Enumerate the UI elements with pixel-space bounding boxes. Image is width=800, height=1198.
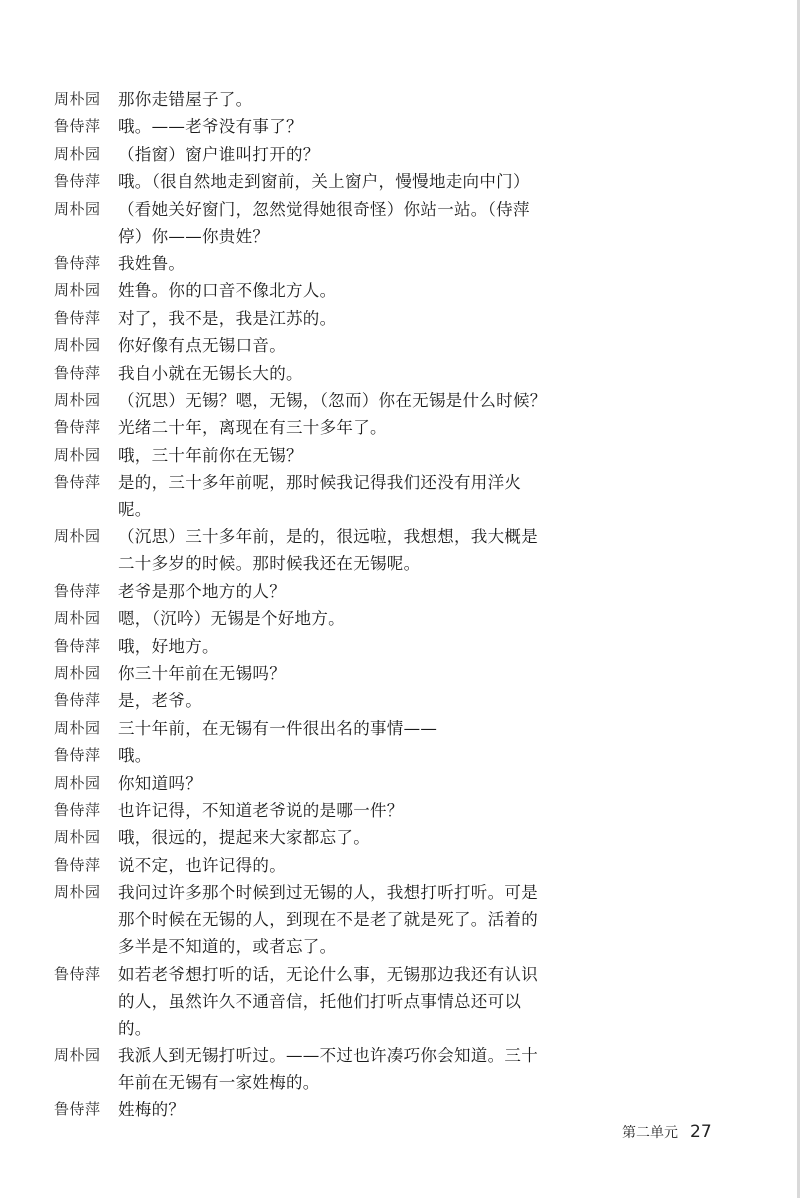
dialogue-line bbox=[54, 387, 554, 414]
speaker-name: 鲁侍萍 bbox=[54, 418, 101, 437]
speaker-name: 鲁侍萍 bbox=[54, 117, 101, 136]
dialogue-line bbox=[54, 277, 554, 304]
speaker-name: 周朴园 bbox=[54, 883, 101, 902]
speaker-name: 鲁侍萍 bbox=[54, 253, 101, 272]
dialogue-line bbox=[54, 360, 554, 387]
dialogue-line bbox=[54, 770, 554, 797]
speaker-name: 鲁侍萍 bbox=[54, 172, 101, 191]
speaker-name: 鲁侍萍 bbox=[54, 964, 101, 983]
speech-text: 是，老爷。 bbox=[118, 691, 202, 711]
dialogue-line bbox=[54, 578, 554, 605]
speaker-name: 周朴园 bbox=[54, 144, 101, 163]
speech-text: 说不定，也许记得的。 bbox=[118, 855, 286, 875]
speech-text: 哦，很远的，提起来大家都忘了。 bbox=[118, 828, 370, 848]
speaker-name: 鲁侍萍 bbox=[54, 800, 101, 819]
speaker-name: 周朴园 bbox=[54, 1045, 101, 1064]
speech-text: 光绪二十年，离现在有三十多年了。 bbox=[118, 418, 387, 438]
speech-text: 哦，好地方。 bbox=[118, 636, 219, 656]
speech-text: 我派人到无锡打听过。——不过也许凑巧你会知道。三十年前在无锡有一家姓梅的。 bbox=[118, 1045, 538, 1092]
speech-text: 你知道吗？ bbox=[118, 773, 202, 793]
dialogue-line bbox=[54, 305, 554, 332]
speech-text: 如若老爷想打听的话，无论什么事，无锡那边我还有认识的人，虽然许久不通音信，托他们打听点事情总还可以的。 bbox=[118, 964, 538, 1038]
page-number: 27 bbox=[690, 1122, 712, 1142]
speech-text: 我自小就在无锡长大的。 bbox=[118, 363, 303, 383]
dialogue-line bbox=[54, 879, 554, 960]
speech-text: 你三十年前在无锡吗？ bbox=[118, 664, 286, 684]
dialogue-text bbox=[54, 86, 554, 1124]
speech-text: 姓梅的？ bbox=[118, 1100, 186, 1120]
speaker-name: 鲁侍萍 bbox=[54, 855, 101, 874]
speaker-name: 鲁侍萍 bbox=[54, 636, 101, 655]
speaker-name: 周朴园 bbox=[54, 90, 101, 108]
speech-text: 哦。（很自然地走到窗前，关上窗户，慢慢地走向中门） bbox=[118, 172, 530, 192]
speaker-name: 鲁侍萍 bbox=[54, 1100, 101, 1119]
speech-text: （沉思）三十多年前，是的，很远啦，我想想，我大概是二十多岁的时候。那时候我还在无锡呢。 bbox=[118, 527, 538, 574]
speech-text: 你好像有点无锡口音。 bbox=[118, 336, 286, 356]
speaker-name: 周朴园 bbox=[54, 773, 101, 792]
speech-text: 那你走错屋子了。 bbox=[118, 90, 253, 109]
speech-text: 嗯，（沉吟）无锡是个好地方。 bbox=[118, 609, 345, 629]
dialogue-line bbox=[54, 660, 554, 687]
speaker-name: 鲁侍萍 bbox=[54, 308, 101, 327]
speech-text: 是的，三十多年前呢，那时候我记得我们还没有用洋火呢。 bbox=[118, 473, 522, 520]
speech-text: 三十年前，在无锡有一件很出名的事情—— bbox=[118, 718, 438, 738]
dialogue-line bbox=[54, 250, 554, 277]
speaker-name: 周朴园 bbox=[54, 199, 101, 218]
speaker-name: 周朴园 bbox=[54, 609, 101, 628]
speaker-name: 周朴园 bbox=[54, 718, 101, 737]
dialogue-line bbox=[54, 523, 554, 577]
dialogue-line bbox=[54, 797, 554, 824]
dialogue-line bbox=[54, 852, 554, 879]
speaker-name: 周朴园 bbox=[54, 336, 101, 355]
speaker-name: 周朴园 bbox=[54, 664, 101, 683]
speech-text: （沉思）无锡？嗯，无锡，（忽而）你在无锡是什么时候？ bbox=[118, 390, 547, 410]
dialogue-line bbox=[54, 1042, 554, 1096]
dialogue-line bbox=[54, 196, 554, 250]
dialogue-line bbox=[54, 715, 554, 742]
speech-text: 我问过许多那个时候到过无锡的人，我想打听打听。可是那个时候在无锡的人，到现在不是老了就是死了。活着的多半是不知道的，或者忘了。 bbox=[118, 883, 538, 957]
dialogue-line bbox=[54, 332, 554, 359]
speech-text: 哦。 bbox=[118, 746, 152, 766]
speaker-name: 周朴园 bbox=[54, 390, 101, 409]
dialogue-line bbox=[54, 961, 554, 1042]
dialogue-line bbox=[54, 141, 554, 168]
speech-text: 哦，三十年前你在无锡？ bbox=[118, 445, 303, 465]
speaker-name: 鲁侍萍 bbox=[54, 363, 101, 382]
speaker-name: 周朴园 bbox=[54, 445, 101, 464]
speaker-name: 周朴园 bbox=[54, 281, 101, 300]
dialogue-line bbox=[54, 113, 554, 140]
speech-text: 老爷是那个地方的人？ bbox=[118, 581, 286, 601]
dialogue-line bbox=[54, 86, 554, 113]
speech-text: （看她关好窗门，忽然觉得她很奇怪）你站一站。（侍萍停）你——你贵姓？ bbox=[118, 199, 530, 246]
speaker-name: 鲁侍萍 bbox=[54, 746, 101, 765]
dialogue-line bbox=[54, 687, 554, 714]
speech-text: 对了，我不是，我是江苏的。 bbox=[118, 308, 337, 328]
dialogue-line bbox=[54, 605, 554, 632]
dialogue-line bbox=[54, 1096, 554, 1123]
speaker-name: 周朴园 bbox=[54, 828, 101, 847]
dialogue-line bbox=[54, 742, 554, 769]
speaker-name: 鲁侍萍 bbox=[54, 691, 101, 710]
speech-text: 哦。——老爷没有事了？ bbox=[118, 117, 303, 137]
dialogue-line bbox=[54, 633, 554, 660]
speech-text: 也许记得，不知道老爷说的是哪一件？ bbox=[118, 800, 404, 820]
speaker-name: 鲁侍萍 bbox=[54, 581, 101, 600]
dialogue-line bbox=[54, 469, 554, 523]
speech-text: 我姓鲁。 bbox=[118, 253, 186, 273]
dialogue-line bbox=[54, 824, 554, 851]
dialogue-line bbox=[54, 414, 554, 441]
dialogue-line bbox=[54, 168, 554, 195]
unit-label: 第二单元 bbox=[622, 1125, 678, 1141]
page-footer bbox=[622, 1122, 712, 1142]
dialogue-line bbox=[54, 442, 554, 469]
speaker-name: 周朴园 bbox=[54, 527, 101, 546]
speaker-name: 鲁侍萍 bbox=[54, 473, 101, 492]
speech-text: （指窗）窗户谁叫打开的？ bbox=[118, 144, 320, 164]
speech-text: 姓鲁。你的口音不像北方人。 bbox=[118, 281, 337, 301]
